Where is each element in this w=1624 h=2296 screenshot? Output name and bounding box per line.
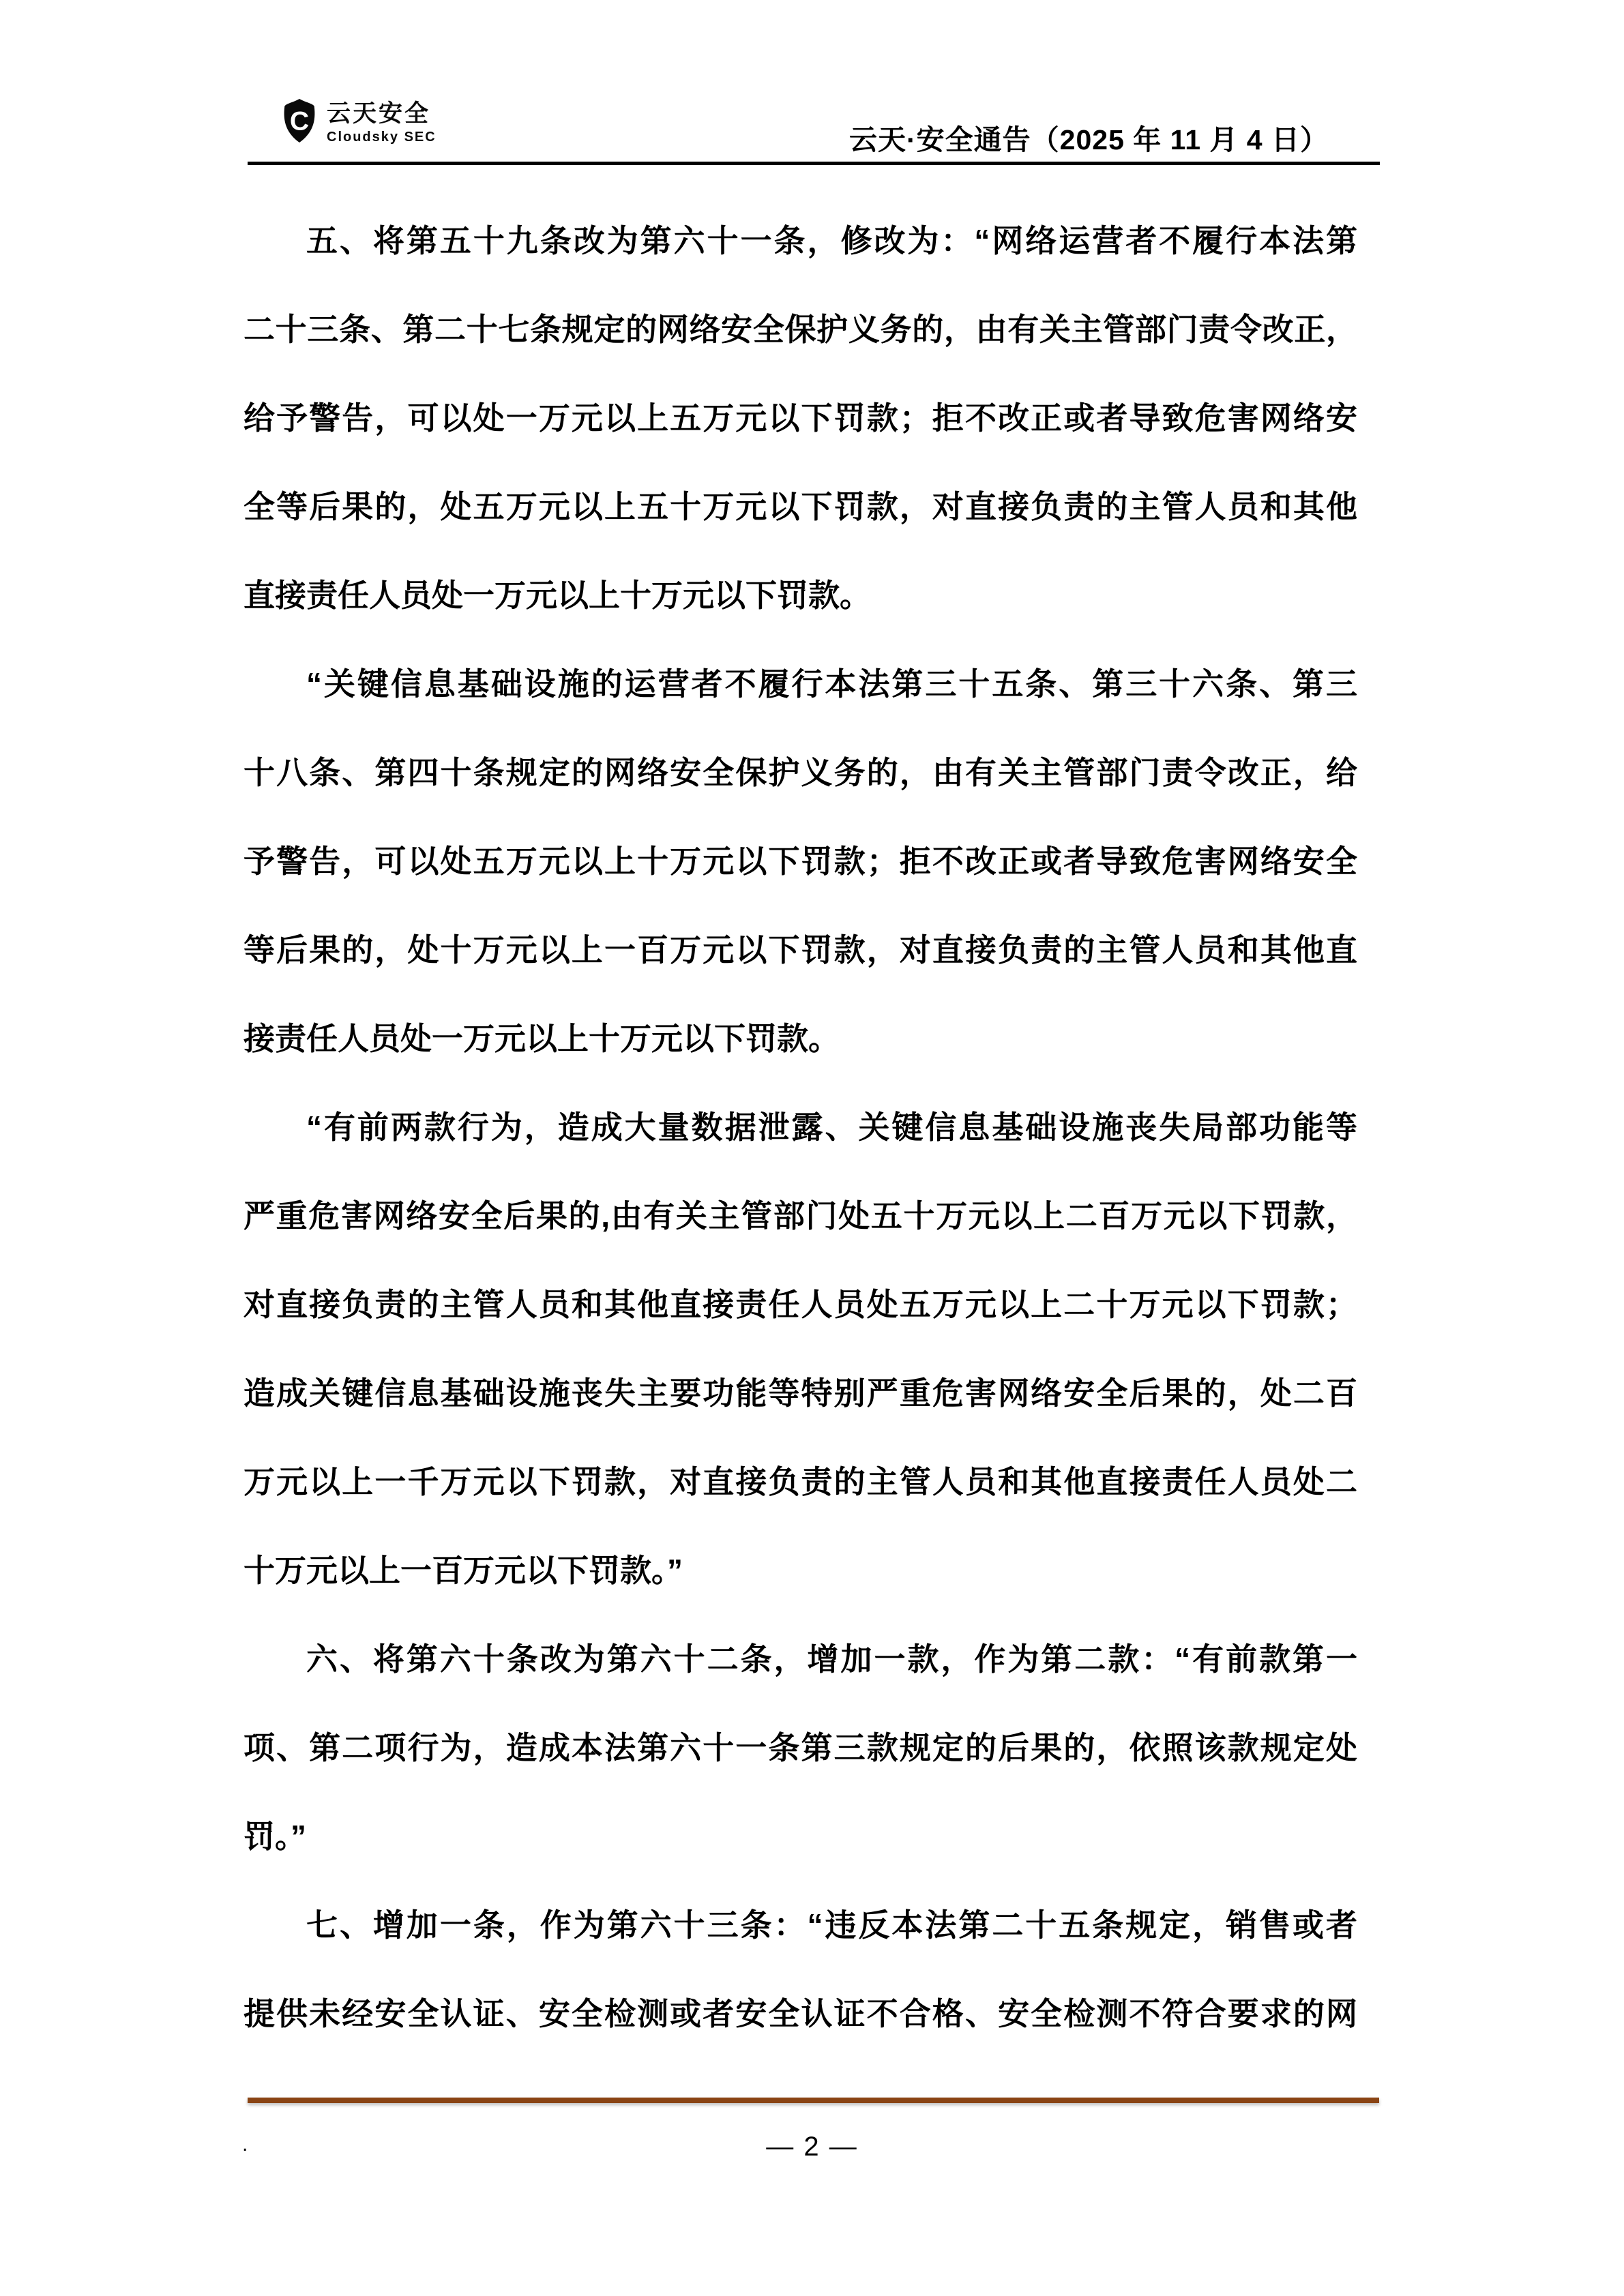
shield-c-logo-icon — [281, 98, 318, 143]
text-line: 造成关键信息基础设施丧失主要功能等特别严重危害网络安全后果的，处二百 — [243, 1375, 1357, 1411]
page-number: — 2 — — [766, 2132, 858, 2162]
document-body — [243, 196, 1357, 2058]
text-line: 给予警告，可以处一万元以上五万元以下罚款；拒不改正或者导致危害网络安 — [243, 400, 1357, 436]
text-line: 五、将第五十九条改为第六十一条，修改为：“网络运营者不履行本法第 — [306, 223, 1357, 258]
text-line: 严重危害网络安全后果的,由有关主管部门处五十万元以上二百万元以下罚款， — [243, 1198, 1357, 1234]
logo-name-en: Cloudsky SEC — [327, 130, 437, 145]
text-line: “有前两款行为，造成大量数据泄露、关键信息基础设施丧失局部功能等 — [306, 1109, 1357, 1145]
svg-text:C: C — [289, 106, 310, 136]
footer-rule — [248, 2098, 1379, 2103]
text-line: 直接责任人员处一万元以上十万元以下罚款。 — [243, 578, 871, 613]
text-line: “关键信息基础设施的运营者不履行本法第三十五条、第三十六条、第三 — [306, 666, 1357, 702]
text-line: 六、将第六十条改为第六十二条，增加一款，作为第二款：“有前款第一 — [306, 1641, 1357, 1677]
company-logo — [281, 98, 437, 145]
text-line: 罚。” — [243, 1819, 306, 1854]
header-rule — [248, 162, 1380, 165]
text-line: 十万元以上一百万元以下罚款。” — [243, 1553, 683, 1588]
text-line: 项、第二项行为，造成本法第六十一条第三款规定的后果的，依照该款规定处 — [243, 1730, 1357, 1765]
text-line: 二十三条、第二十七条规定的网络安全保护义务的，由有关主管部门责令改正， — [243, 312, 1357, 347]
text-line: 全等后果的，处五万元以上五十万元以下罚款，对直接负责的主管人员和其他 — [243, 489, 1357, 524]
logo-name-cn: 云天安全 — [327, 100, 431, 127]
text-line: 十八条、第四十条规定的网络安全保护义务的，由有关主管部门责令改正，给 — [243, 755, 1357, 790]
bulletin-title: 云天·安全通告（2025 年 11 月 4 日） — [849, 124, 1329, 155]
logo-text — [327, 98, 437, 145]
text-line: 对直接负责的主管人员和其他直接责任人员处五万元以上二十万元以下罚款； — [243, 1287, 1357, 1322]
text-line: 万元以上一千万元以下罚款，对直接负责的主管人员和其他直接责任人员处二 — [243, 1464, 1357, 1500]
stray-period-mark: . — [242, 2133, 248, 2156]
text-line: 七、增加一条，作为第六十三条：“违反本法第二十五条规定，销售或者 — [306, 1907, 1357, 1943]
text-line: 接责任人员处一万元以上十万元以下罚款。 — [243, 1021, 840, 1056]
text-line: 提供未经安全认证、安全检测或者安全认证不合格、安全检测不符合要求的网 — [243, 1996, 1357, 2031]
text-line: 予警告，可以处五万元以上十万元以下罚款；拒不改正或者导致危害网络安全 — [243, 844, 1357, 879]
text-line: 等后果的，处十万元以上一百万元以下罚款，对直接负责的主管人员和其他直 — [243, 932, 1357, 968]
